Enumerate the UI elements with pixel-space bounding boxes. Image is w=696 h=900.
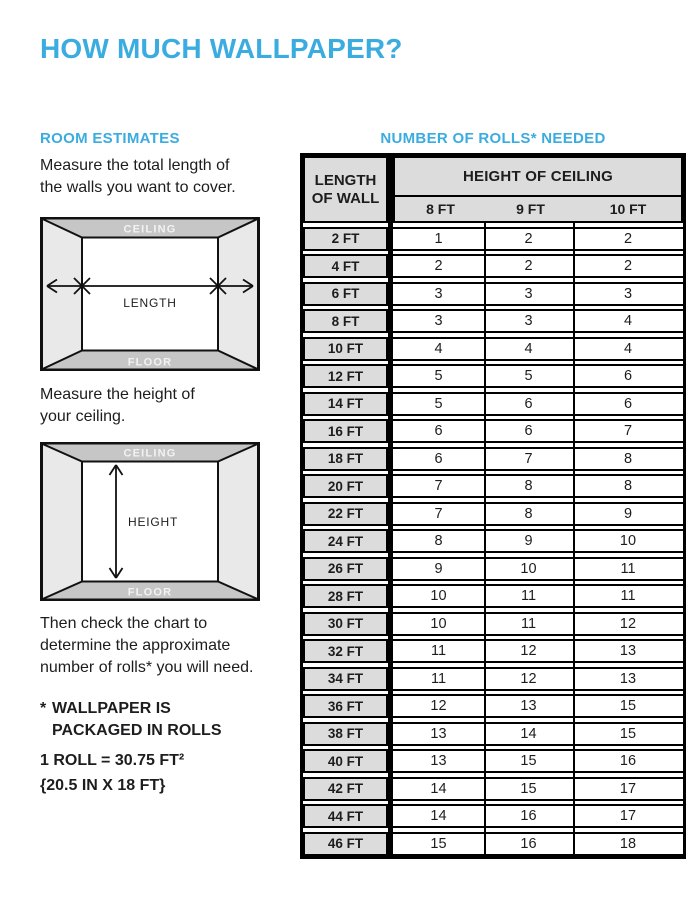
table-row bbox=[303, 557, 683, 581]
rolls-value-cell: 6 bbox=[484, 419, 573, 443]
instruction-check-chart bbox=[40, 613, 253, 679]
roll-size-info bbox=[40, 748, 184, 798]
rolls-value-cell: 2 bbox=[484, 254, 573, 278]
wall-length-cell: 20 FT bbox=[303, 474, 388, 498]
rolls-value-cell: 11 bbox=[484, 612, 573, 636]
room-length-diagram bbox=[40, 217, 260, 371]
wall-length-cell: 40 FT bbox=[303, 749, 388, 773]
rolls-value-cell: 7 bbox=[393, 502, 484, 526]
wall-length-cell: 8 FT bbox=[303, 309, 388, 333]
wall-length-cell: 34 FT bbox=[303, 667, 388, 691]
col-header-10ft: 10 FT bbox=[609, 201, 647, 217]
rolls-value-cell: 4 bbox=[484, 337, 573, 361]
table-row bbox=[303, 832, 683, 856]
wall-length-cell: 12 FT bbox=[303, 364, 388, 388]
table-divider-col1 bbox=[484, 223, 486, 856]
ceiling-subheaders bbox=[395, 197, 681, 221]
wall-length-cell: 46 FT bbox=[303, 832, 388, 856]
rolls-needed-table bbox=[300, 153, 686, 859]
table-divider-thick bbox=[388, 156, 393, 856]
rolls-value-cell: 12 bbox=[484, 667, 573, 691]
rolls-value-cell: 8 bbox=[573, 474, 683, 498]
rolls-value-cell: 3 bbox=[484, 282, 573, 306]
col-header-9ft: 9 FT bbox=[516, 201, 545, 217]
rolls-value-cell: 16 bbox=[484, 832, 573, 856]
rolls-value-cell: 14 bbox=[393, 777, 484, 801]
table-divider-col2 bbox=[573, 223, 575, 856]
rolls-value-cell: 7 bbox=[573, 419, 683, 443]
rolls-value-cell: 4 bbox=[573, 337, 683, 361]
rolls-value-cell: 6 bbox=[484, 392, 573, 416]
rolls-value-cell: 16 bbox=[573, 749, 683, 773]
instruction-measure-height bbox=[40, 384, 195, 428]
rolls-value-cell: 6 bbox=[573, 392, 683, 416]
col-header-height-of-ceiling: HEIGHT OF CEILING bbox=[395, 158, 681, 197]
rolls-value-cell: 11 bbox=[573, 557, 683, 581]
table-row bbox=[303, 227, 683, 251]
rolls-value-cell: 15 bbox=[484, 777, 573, 801]
rolls-value-cell: 13 bbox=[393, 722, 484, 746]
wall-length-cell: 28 FT bbox=[303, 584, 388, 608]
wall-length-cell: 2 FT bbox=[303, 227, 388, 251]
wall-length-cell: 26 FT bbox=[303, 557, 388, 581]
rolls-value-cell: 13 bbox=[573, 639, 683, 663]
wall-length-cell: 30 FT bbox=[303, 612, 388, 636]
rolls-value-cell: 7 bbox=[484, 447, 573, 471]
rolls-value-cell: 15 bbox=[484, 749, 573, 773]
rolls-value-cell: 7 bbox=[393, 474, 484, 498]
length-label: LENGTH bbox=[123, 296, 177, 310]
table-row bbox=[303, 639, 683, 663]
instruction-line: determine the approximate bbox=[40, 637, 231, 654]
table-row bbox=[303, 749, 683, 773]
header-line: LENGTH bbox=[314, 171, 377, 189]
roll-area-line: 1 ROLL = 30.75 FT² bbox=[40, 752, 185, 769]
rolls-value-cell: 18 bbox=[573, 832, 683, 856]
instruction-line: number of rolls* you will need. bbox=[40, 659, 254, 676]
table-row bbox=[303, 419, 683, 443]
wall-length-cell: 42 FT bbox=[303, 777, 388, 801]
rolls-value-cell: 8 bbox=[573, 447, 683, 471]
rolls-value-cell: 2 bbox=[484, 227, 573, 251]
table-row bbox=[303, 447, 683, 471]
table-row bbox=[303, 777, 683, 801]
ceiling-header-block bbox=[393, 156, 683, 223]
rolls-value-cell: 5 bbox=[393, 392, 484, 416]
wall-length-cell: 14 FT bbox=[303, 392, 388, 416]
rolls-value-cell: 13 bbox=[393, 749, 484, 773]
footnote-line: PACKAGED IN ROLLS bbox=[52, 722, 222, 739]
floor-label: FLOOR bbox=[127, 356, 173, 369]
table-row bbox=[303, 722, 683, 746]
rolls-value-cell: 10 bbox=[573, 529, 683, 553]
rolls-value-cell: 8 bbox=[484, 502, 573, 526]
rolls-value-cell: 16 bbox=[484, 804, 573, 828]
floor-label: FLOOR bbox=[127, 586, 173, 599]
wall-length-cell: 24 FT bbox=[303, 529, 388, 553]
wall-length-cell: 18 FT bbox=[303, 447, 388, 471]
rolls-value-cell: 11 bbox=[393, 667, 484, 691]
height-label: HEIGHT bbox=[128, 515, 179, 529]
rolls-value-cell: 6 bbox=[393, 419, 484, 443]
rolls-value-cell: 3 bbox=[393, 282, 484, 306]
table-row bbox=[303, 337, 683, 361]
wall-length-cell: 36 FT bbox=[303, 694, 388, 718]
rolls-value-cell: 5 bbox=[484, 364, 573, 388]
header-line: OF WALL bbox=[311, 189, 380, 207]
instruction-line: your ceiling. bbox=[40, 408, 126, 425]
asterisk: * bbox=[40, 700, 47, 717]
instruction-line: Measure the total length of bbox=[40, 157, 230, 174]
rolls-value-cell: 6 bbox=[393, 447, 484, 471]
room-height-diagram bbox=[40, 442, 260, 601]
rolls-value-cell: 12 bbox=[573, 612, 683, 636]
wallpaper-rolls-footnote bbox=[40, 698, 221, 742]
rolls-value-cell: 6 bbox=[573, 364, 683, 388]
rolls-value-cell: 14 bbox=[393, 804, 484, 828]
table-row bbox=[303, 474, 683, 498]
rolls-value-cell: 10 bbox=[393, 612, 484, 636]
rolls-value-cell: 2 bbox=[573, 254, 683, 278]
rolls-value-cell: 13 bbox=[573, 667, 683, 691]
wall-length-cell: 38 FT bbox=[303, 722, 388, 746]
rolls-value-cell: 3 bbox=[393, 309, 484, 333]
wall-length-cell: 16 FT bbox=[303, 419, 388, 443]
wall-length-cell: 10 FT bbox=[303, 337, 388, 361]
table-row bbox=[303, 282, 683, 306]
table-row bbox=[303, 254, 683, 278]
room-estimates-heading: ROOM ESTIMATES bbox=[40, 130, 180, 147]
rolls-value-cell: 4 bbox=[573, 309, 683, 333]
wall-length-cell: 4 FT bbox=[303, 254, 388, 278]
rolls-value-cell: 11 bbox=[393, 639, 484, 663]
rolls-value-cell: 17 bbox=[573, 777, 683, 801]
table-row bbox=[303, 667, 683, 691]
col-header-8ft: 8 FT bbox=[426, 201, 455, 217]
wall-length-cell: 6 FT bbox=[303, 282, 388, 306]
rolls-value-cell: 4 bbox=[393, 337, 484, 361]
table-row bbox=[303, 612, 683, 636]
wall-length-cell: 44 FT bbox=[303, 804, 388, 828]
rolls-value-cell: 3 bbox=[573, 282, 683, 306]
instruction-line: Measure the height of bbox=[40, 386, 195, 403]
ceiling-label: CEILING bbox=[123, 447, 177, 460]
rolls-value-cell: 2 bbox=[393, 254, 484, 278]
back-wall bbox=[82, 238, 218, 351]
rolls-value-cell: 12 bbox=[484, 639, 573, 663]
rolls-value-cell: 17 bbox=[573, 804, 683, 828]
rolls-value-cell: 15 bbox=[573, 694, 683, 718]
rolls-value-cell: 9 bbox=[484, 529, 573, 553]
rolls-value-cell: 11 bbox=[573, 584, 683, 608]
rolls-value-cell: 8 bbox=[393, 529, 484, 553]
rolls-value-cell: 2 bbox=[573, 227, 683, 251]
table-row bbox=[303, 392, 683, 416]
rolls-value-cell: 10 bbox=[393, 584, 484, 608]
rolls-value-cell: 12 bbox=[393, 694, 484, 718]
instruction-line: the walls you want to cover. bbox=[40, 179, 236, 196]
rolls-value-cell: 8 bbox=[484, 474, 573, 498]
table-row bbox=[303, 529, 683, 553]
roll-dimensions-line: {20.5 IN X 18 FT} bbox=[40, 777, 166, 794]
instruction-measure-length bbox=[40, 155, 236, 199]
rolls-value-cell: 13 bbox=[484, 694, 573, 718]
table-header bbox=[303, 156, 683, 223]
instruction-line: Then check the chart to bbox=[40, 615, 208, 632]
wall-length-cell: 32 FT bbox=[303, 639, 388, 663]
wall-length-cell: 22 FT bbox=[303, 502, 388, 526]
rolls-value-cell: 15 bbox=[393, 832, 484, 856]
col-header-length-of-wall bbox=[303, 156, 388, 223]
rolls-value-cell: 1 bbox=[393, 227, 484, 251]
page-title: HOW MUCH WALLPAPER? bbox=[40, 33, 403, 64]
rolls-value-cell: 14 bbox=[484, 722, 573, 746]
rolls-value-cell: 11 bbox=[484, 584, 573, 608]
rolls-value-cell: 5 bbox=[393, 364, 484, 388]
rolls-value-cell: 10 bbox=[484, 557, 573, 581]
rolls-value-cell: 9 bbox=[573, 502, 683, 526]
table-row bbox=[303, 502, 683, 526]
table-row bbox=[303, 309, 683, 333]
table-row bbox=[303, 694, 683, 718]
table-row bbox=[303, 364, 683, 388]
table-row bbox=[303, 804, 683, 828]
rolls-value-cell: 15 bbox=[573, 722, 683, 746]
rolls-value-cell: 3 bbox=[484, 309, 573, 333]
ceiling-label: CEILING bbox=[123, 223, 177, 236]
rolls-value-cell: 9 bbox=[393, 557, 484, 581]
table-row bbox=[303, 584, 683, 608]
rolls-needed-heading: NUMBER OF ROLLS* NEEDED bbox=[380, 130, 606, 147]
footnote-line: WALLPAPER IS bbox=[52, 700, 171, 717]
table-body bbox=[303, 227, 683, 856]
